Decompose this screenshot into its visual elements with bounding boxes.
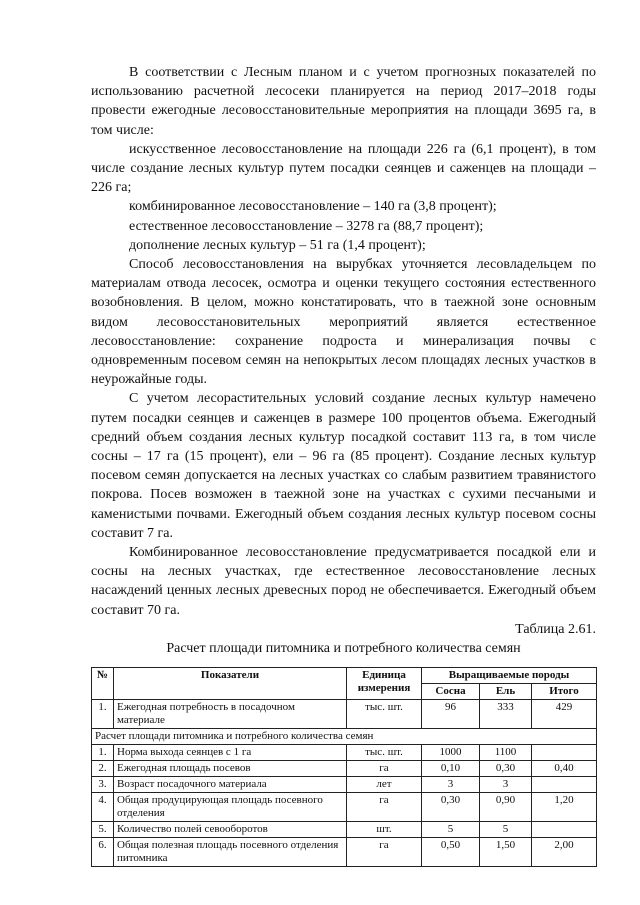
paragraph: дополнение лесных культур – 51 га (1,4 процент);	[129, 237, 426, 253]
row-spruce: 0,90	[480, 792, 532, 821]
table-row	[92, 821, 597, 837]
row-name: Количество полей севооборотов	[114, 821, 347, 837]
row-name: Общая полезная площадь посевного отделения питомника	[114, 837, 347, 866]
row-num: 1.	[92, 699, 114, 728]
row-num: 6.	[92, 837, 114, 866]
row-total	[532, 776, 597, 792]
row-pine: 96	[422, 699, 480, 728]
row-pine: 0,10	[422, 760, 480, 776]
header-unit: Единица измерения	[347, 667, 422, 699]
row-total: 2,00	[532, 837, 597, 866]
table-title: Расчет площади питомника и потребного количества семян	[166, 640, 521, 656]
paragraph: комбинированное лесовосстановление – 140 га (3,8 процент);	[129, 199, 497, 215]
row-unit: га	[347, 792, 422, 821]
header-species: Выращиваемые породы	[422, 667, 597, 683]
table-section-row	[92, 728, 597, 744]
row-total: 1,20	[532, 792, 597, 821]
row-unit: шт.	[347, 821, 422, 837]
row-name: Норма выхода сеянцев с 1 га	[114, 744, 347, 760]
row-pine: 0,30	[422, 792, 480, 821]
row-pine: 3	[422, 776, 480, 792]
paragraph: Комбинированное лесовосстановление предусматривается посадкой ели и сосны на лесных участках, где естественное лесовосстановление лесных насаждений ценных лесных древесных пород не обеспечивается. Ежегодный объем составит 70 га.	[91, 545, 596, 618]
row-num: 1.	[92, 744, 114, 760]
nursery-table	[91, 667, 597, 867]
row-total	[532, 744, 597, 760]
row-spruce: 0,30	[480, 760, 532, 776]
paragraph: В соответствии с Лесным планом и с учетом прогнозных показателей по использованию расчетной лесосеки планируется на период 2017–2018 годы провести ежегодные лесовосстановительные мероприятия на площади 3695 га, в том числе:	[91, 65, 596, 138]
paragraph: Способ лесовосстановления на вырубках уточняется лесовладельцем по материалам отвода лесосек, осмотра и оценки текущего состояния естественного возобновления. В целом, можно констатировать, что в таежной зоне основным видом лесовосстановительных мероприятий является естественное лесовосстановление: сохранение подроста и минерализация почвы с одновременным посевом семян на непокрытых лесом площадях лесных участков в неурожайные годы.	[91, 257, 596, 388]
row-num: 4.	[92, 792, 114, 821]
table-header-row	[92, 667, 597, 683]
paragraph: С учетом лесорастительных условий создание лесных культур намечено путем посадки сеянцев и саженцев в размере 100 процентов объема. Ежегодный средний объем создания лесных культур посадкой составит 113 га, в том числе сосны – 17 га (15 процент), ели – 96 га (85 процент). Создание лесных культур посевом семян допускается на лесных участках со слабым развитием травянистого покрова. Посев возможен в таежной зоне на участках с сухими песчаными и каменистыми почвами. Ежегодный объем создания лесных культур посевом сосны составит 7 га.	[91, 391, 596, 541]
row-unit: тыс. шт.	[347, 744, 422, 760]
row-name: Ежегодная потребность в посадочном материале	[114, 699, 347, 728]
row-spruce: 1100	[480, 744, 532, 760]
row-name: Ежегодная площадь посевов	[114, 760, 347, 776]
row-num: 2.	[92, 760, 114, 776]
table-row	[92, 776, 597, 792]
row-name: Возраст посадочного материала	[114, 776, 347, 792]
row-spruce: 1,50	[480, 837, 532, 866]
row-pine: 0,50	[422, 837, 480, 866]
row-unit: лет	[347, 776, 422, 792]
row-unit: тыс. шт.	[347, 699, 422, 728]
row-name: Общая продуцирующая площадь посевного отделения	[114, 792, 347, 821]
table-caption: Таблица 2.61.	[515, 621, 596, 637]
header-spruce: Ель	[480, 683, 532, 699]
paragraph: естественное лесовосстановление – 3278 га (88,7 процент);	[129, 218, 484, 234]
header-indicator: Показатели	[114, 667, 347, 699]
row-pine: 1000	[422, 744, 480, 760]
section-title: Расчет площади питомника и потребного количества семян	[92, 728, 597, 744]
header-total: Итого	[532, 683, 597, 699]
row-num: 5.	[92, 821, 114, 837]
row-total: 0,40	[532, 760, 597, 776]
row-spruce: 5	[480, 821, 532, 837]
row-pine: 5	[422, 821, 480, 837]
row-total	[532, 821, 597, 837]
table-row	[92, 699, 597, 728]
header-num: №	[92, 667, 114, 699]
row-spruce: 333	[480, 699, 532, 728]
table-row	[92, 837, 597, 866]
row-unit: га	[347, 760, 422, 776]
table-row	[92, 760, 597, 776]
row-unit: га	[347, 837, 422, 866]
row-total: 429	[532, 699, 597, 728]
row-spruce: 3	[480, 776, 532, 792]
table-row	[92, 744, 597, 760]
body-text	[91, 63, 596, 620]
header-pine: Сосна	[422, 683, 480, 699]
paragraph: искусственное лесовосстановление на площади 226 га (6,1 процент), в том числе создание лесных культур путем посадки сеянцев и саженцев на площади – 226 га;	[91, 141, 596, 196]
document-page	[91, 63, 596, 867]
table-row	[92, 792, 597, 821]
row-num: 3.	[92, 776, 114, 792]
